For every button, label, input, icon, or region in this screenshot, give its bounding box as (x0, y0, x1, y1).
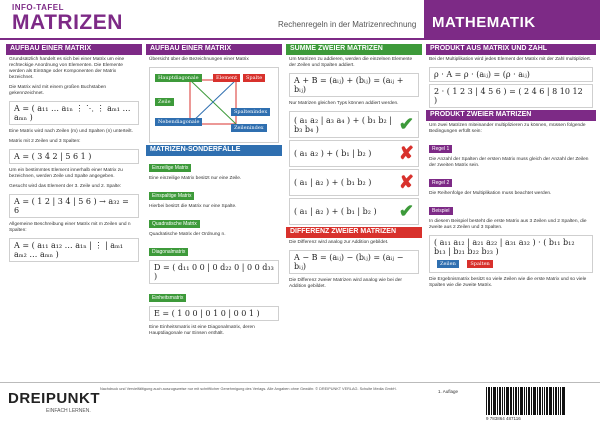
matrix-formula: A − B = (aᵢⱼ) − (bᵢⱼ) = (aᵢⱼ − bᵢⱼ) (294, 253, 404, 271)
case-label: Diagonalmatrix (149, 248, 188, 256)
section-heading: PRODUKT ZWEIER MATRIZEN (426, 110, 596, 121)
paragraph: Gesucht wird das Element der 3. Zeile und 2. Spalte: (9, 184, 122, 189)
rule-label: Regel 1 (429, 145, 452, 153)
page-subtitle: Rechenregeln in der Matrizenrechnung (278, 20, 417, 29)
publisher-logo: DREIPUNKT (8, 390, 101, 407)
matrix-formula: D = ( d₁₁ 0 0 | 0 d₂₂ 0 | 0 0 d₃₃ ) (154, 263, 274, 281)
matrix-formula: ( a₁ a₂ | a₃ a₄ ) + ( b₁ b₂ | b₃ b₄ ) (294, 115, 392, 134)
matrix-formula: 2 · ( 1 2 3 | 4 5 6 ) = ( 2 4 6 | 8 10 12 ) (434, 87, 583, 105)
publisher-tagline: EINFACH LERNEN. (46, 408, 91, 414)
example-invalid (289, 169, 419, 196)
paragraph: Allgemeine Beschreibung einer Matrix mit m Zeilen und n Spalten: (9, 222, 131, 233)
section-heading: DIFFERENZ ZWEIER MATRIZEN (286, 227, 422, 238)
section-heading: AUFBAU EINER MATRIX (146, 44, 282, 55)
matrix-general (9, 238, 139, 262)
column-products (426, 44, 596, 380)
paragraph: Die Matrix wird mit einem großen Buchstaben gekennzeichnet. (9, 85, 107, 96)
paragraph: Eine Matrix wird nach Zeilen (m) und Spalten (n) unterteilt. (9, 129, 133, 134)
paragraph: Nur Matrizen gleichen Typs können addiert werden. (289, 101, 399, 106)
cross-icon: ✘ (398, 143, 414, 164)
matrix-formula: A = ( a₁₁ a₁₂ … a₁ₙ | ⋮ | aₘ₁ aₘ₂ … aₘₙ ) (14, 241, 124, 259)
paragraph: Matrix mit 2 Zeilen und 3 Spalten: (9, 139, 81, 144)
example-invalid (289, 140, 419, 167)
rule-label: Beispiel (429, 207, 453, 215)
column-sum-difference (286, 44, 422, 380)
subject-label: MATHEMATIK (432, 14, 536, 31)
scalar-product-example (429, 84, 593, 108)
header-subject-band (424, 0, 600, 40)
page-title: MATRIZEN (12, 11, 123, 34)
diagram-label: Nebendiagonale (155, 118, 202, 126)
paragraph: Die Reihenfolge der Multiplikation muss beachtet werden. (429, 191, 552, 196)
barcode-icon (486, 387, 586, 415)
page-footer (0, 382, 600, 424)
matrix-formula: ( a₁₁ a₁₂ | a₂₁ a₂₂ | a₃₁ a₃₂ ) · ( b₁₁ b₁₂ b₁₃ | b₂₁ b₂₂ b₂₃ ) (434, 238, 575, 256)
case-label: Einzeilige Matrix (149, 164, 191, 172)
matrix-formula: ( a₁ | a₂ ) + ( b₁ b₂ ) (294, 178, 372, 187)
matrix-formula: ( a₁ a₂ ) + ( b₁ | b₂ ) (294, 149, 372, 158)
cross-icon: ✘ (398, 172, 414, 193)
matrix-formula: A = ( 1 2 | 3 4 | 5 6 ) → a₃₂ = 6 (14, 197, 129, 215)
column-structure (6, 44, 142, 380)
diagram-label: Element (213, 74, 240, 82)
case-label: Einspaltige Matrix (149, 192, 194, 200)
diagram-label: Spaltenindex (231, 108, 270, 116)
matrix-element-example (9, 194, 139, 218)
dimension-label: Zeilen (437, 260, 459, 268)
paragraph: Um zwei Matrizen miteinander multiplizieren zu können, müssen folgende Bedingungen erfüllt sein: (429, 123, 586, 134)
matrix-formula: ( a₁ | a₂ ) + ( b₁ | b₂ ) (294, 207, 377, 216)
case-label: Einheitsmatrix (149, 294, 186, 302)
paragraph: Die Differenz wird analog zur Addition gebildet. (289, 240, 389, 245)
paragraph: Die Ergebnismatrix besitzt so viele Zeilen wie die erste Matrix und so viele Spalten wie die zweite Matrix. (429, 277, 587, 288)
diagram-label: Hauptdiagonale (155, 74, 202, 82)
sum-formula (289, 73, 419, 97)
edition-label: 1. Auflage (438, 389, 459, 394)
paragraph: Bei der Multiplikation wird jedes Element der Matrix mit der Zahl multipliziert. (429, 57, 592, 62)
notation-diagram (149, 67, 279, 143)
legal-notice: Nachdruck und Vervielfältigung auch auszugsweise nur mit schriftlicher Genehmigung des Verlags. Alle Angaben ohne Gewähr. © DREIPUNKT VERLAG. Schulte Media GmbH. (100, 387, 397, 391)
paragraph: Die Anzahl der Spalten der ersten Matrix muss gleich der Anzahl der Zeilen der zweiten Matrix sein. (429, 157, 589, 168)
paragraph: Um ein bestimmtes Element innerhalb einer Matrix zu bezeichnen, werden Zeile und Spalte angegeben. (9, 168, 123, 179)
matrix-formula: E = ( 1 0 0 | 0 1 0 | 0 0 1 ) (154, 309, 260, 318)
paragraph: Eine Einheitsmatrix ist eine Diagonalmatrix, deren Hauptdiagonale nur Einsen enthält. (149, 325, 255, 336)
isbn-number: 9 783864 487116 (486, 416, 521, 421)
column-notation (146, 44, 282, 380)
matrix-2x3 (9, 149, 139, 164)
section-heading: PRODUKT AUS MATRIX UND ZAHL (426, 44, 596, 55)
section-heading: AUFBAU EINER MATRIX (6, 44, 142, 55)
check-icon: ✔ (398, 114, 414, 135)
diagram-label: Zeile (155, 98, 174, 106)
identity-matrix (149, 306, 279, 321)
rule-label: Regel 2 (429, 179, 452, 187)
paragraph: Um Matrizen zu addieren, werden die einzelnen Elemente der Zeilen und Spalten addiert. (289, 57, 413, 68)
diagram-label: Spalte (243, 74, 265, 82)
paragraph: In diesem Beispiel besteht die erste Matrix aus 3 Zeilen und 2 Spalten, die zweite aus 2 Zeilen und 3 Spalten. (429, 219, 587, 230)
header-left (0, 0, 424, 40)
paragraph: Hierbei besitzt die Matrix nur eine Spalte. (149, 204, 237, 209)
header-tag: INFO-TAFEL (12, 3, 64, 12)
example-valid (289, 111, 419, 138)
product-example (429, 235, 593, 273)
diagonal-matrix (149, 260, 279, 284)
difference-formula (289, 250, 419, 274)
paragraph: Grundsätzlich handelt es sich bei einer Matrix um eine rechteckige Anordnung von Elementen. Die Elemente werden als Einträge oder Komponenten der Matrix bezeichnet. (9, 57, 125, 80)
paragraph: Übersicht über die Bezeichnungen einer Matrix (149, 57, 249, 62)
section-heading: SUMME ZWEIER MATRIZEN (286, 44, 422, 55)
matrix-formula: ρ · A = ρ · (aᵢⱼ) = (ρ · aᵢⱼ) (434, 70, 530, 79)
dimension-label: Spalten (467, 260, 492, 268)
page-header (0, 0, 600, 40)
matrix-example (9, 101, 139, 125)
diagram-label: Zeilenindex (231, 124, 267, 132)
paragraph: Quadratische Matrix der Ordnung n. (149, 232, 226, 237)
section-heading: MATRIZEN-SONDERFÄLLE (146, 145, 282, 156)
check-icon: ✔ (398, 201, 414, 222)
matrix-formula: A = ( a₁₁ … a₁ₙ ⋮ ⋱ ⋮ aₘ₁ … aₘₙ ) (14, 104, 131, 122)
example-valid (289, 198, 419, 225)
matrix-formula: A = ( 3 4 2 | 5 6 1 ) (14, 152, 92, 161)
case-label: Quadratische Matrix (149, 220, 200, 228)
paragraph: Eine einzeilige Matrix besitzt nur eine Zeile. (149, 176, 242, 181)
scalar-product-formula (429, 67, 593, 82)
paragraph: Die Differenz zweier Matrizen wird analog wie bei der Addition gebildet. (289, 278, 402, 289)
matrix-formula: A + B = (aᵢⱼ) + (bᵢⱼ) = (aᵢⱼ + bᵢⱼ) (294, 76, 404, 94)
